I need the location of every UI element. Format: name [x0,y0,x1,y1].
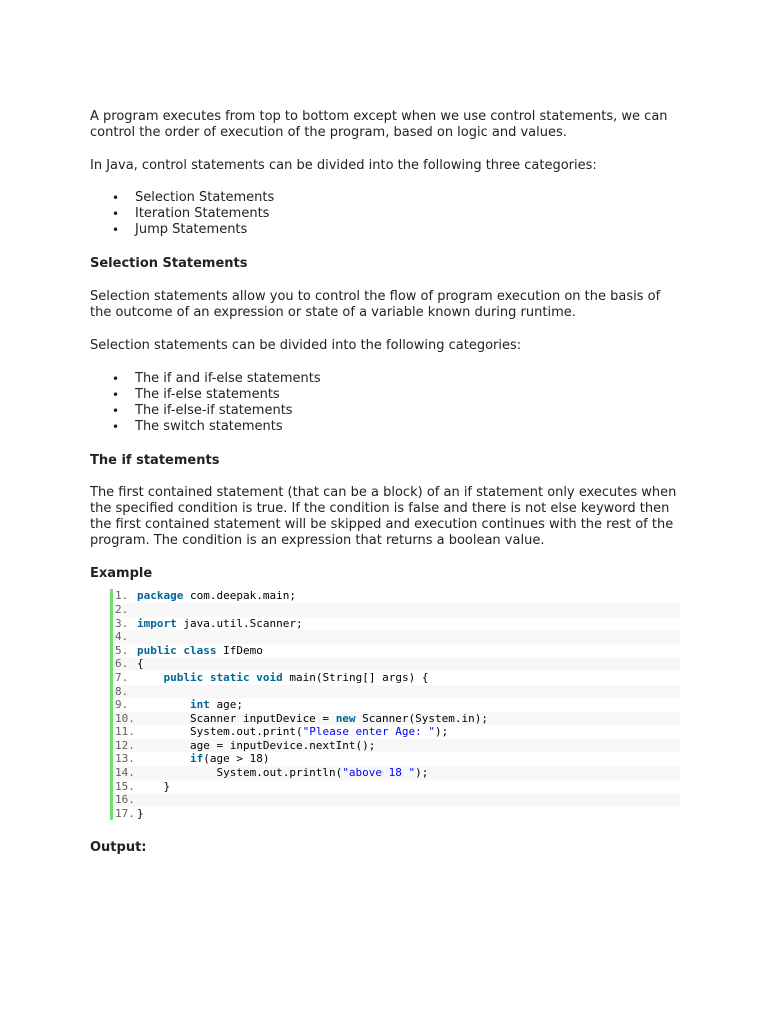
line-number: 12. [115,738,135,752]
line-number: 10. [115,711,135,725]
code-text: ); [435,725,449,739]
code-text: (age > 18) [203,752,270,766]
line-number: 16. [115,793,135,807]
code-line [113,739,680,753]
code-keyword: class [183,643,217,657]
code-keyword: static [209,670,250,684]
code-text: ); [415,766,429,780]
list-item: • Selection Statements [135,190,680,206]
list-item: • The switch statements [135,419,680,435]
code-line [113,793,680,807]
code-keyword: void [256,670,283,684]
code-line [113,698,680,712]
list-item: • The if-else-if statements [135,403,680,419]
list-item: • Iteration Statements [135,206,680,222]
code-keyword: public [163,670,204,684]
code-text: } [137,779,171,793]
if-paragraph: The first contained statement (that can be a block) of an if statement only executes when the specified condition is true. If the condition is false and there is not else keyword then the first contained statement will be skipped and execution continues with the rest of the program. The condition is an expression that returns a boolean value. [90,485,677,548]
code-block [110,589,680,820]
line-number: 7. [115,670,129,684]
code-line [113,752,680,766]
line-number: 1. [115,589,129,603]
line-number: 13. [115,752,135,766]
line-number: 5. [115,643,129,657]
code-text: age; [209,698,243,712]
code-text: Scanner inputDevice = [137,711,336,725]
code-keyword: public [137,643,177,657]
code-line [113,685,680,699]
code-keyword: int [189,698,210,712]
code-text: age = inputDevice.nextInt(); [137,738,376,752]
code-text: com.deepak.main; [183,589,296,603]
code-string: "Please enter Age: " [302,725,436,739]
code-indent [137,671,164,684]
code-text: System.out.println( [137,766,343,780]
code-line [113,657,680,671]
line-number: 3. [115,616,129,630]
code-line [113,644,680,658]
list-item: • The if-else statements [135,387,680,403]
line-number: 2. [115,602,129,616]
list-item: • The if and if-else statements [135,371,680,387]
selection-categories-list [90,371,680,435]
line-number: 4. [115,630,129,644]
list-item: • Jump Statements [135,222,680,238]
code-keyword: if [189,752,204,766]
code-text: { [137,657,144,671]
line-number: 14. [115,766,135,780]
code-keyword: new [335,711,356,725]
line-number: 11. [115,725,135,739]
code-text: System.out.print( [137,725,303,739]
article [90,109,680,873]
code-text: Scanner(System.in); [355,711,489,725]
code-indent [137,752,190,765]
code-keyword: import [137,616,177,630]
code-text: main(String[] args) { [282,670,429,684]
code-indent [137,698,190,711]
code-text: } [137,806,144,820]
example-heading: Example [90,565,153,581]
control-categories-list [90,190,680,238]
code-line [113,780,680,794]
code-text: java.util.Scanner; [176,616,303,630]
line-number: 17. [115,806,135,820]
code-line [113,725,680,739]
line-number: 6. [115,657,129,671]
code-line [113,630,680,644]
line-number: 8. [115,684,129,698]
output-heading: Output: [90,840,147,856]
if-heading: The if statements [90,452,220,468]
code-text: IfDemo [216,643,263,657]
selection-categories-intro: Selection statements can be divided into the following categories: [90,337,522,353]
categories-intro: In Java, control statements can be divided into the following three categories: [90,157,597,173]
code-line [113,807,680,821]
code-line [113,589,680,603]
code-line [113,712,680,726]
intro-paragraph: A program executes from top to bottom except when we use control statements, we can control the order of execution of the program, based on logic and values. [90,109,668,140]
code-keyword: package [137,589,184,603]
code-line [113,671,680,685]
code-line [113,603,680,617]
line-number: 15. [115,779,135,793]
selection-paragraph: Selection statements allow you to control the flow of program execution on the basis of the outcome of an expression or state of a variable known during runtime. [90,289,661,320]
code-line [113,766,680,780]
code-line [113,617,680,631]
line-number: 9. [115,698,129,712]
code-string: "above 18 " [342,766,416,780]
selection-heading: Selection Statements [90,256,248,272]
